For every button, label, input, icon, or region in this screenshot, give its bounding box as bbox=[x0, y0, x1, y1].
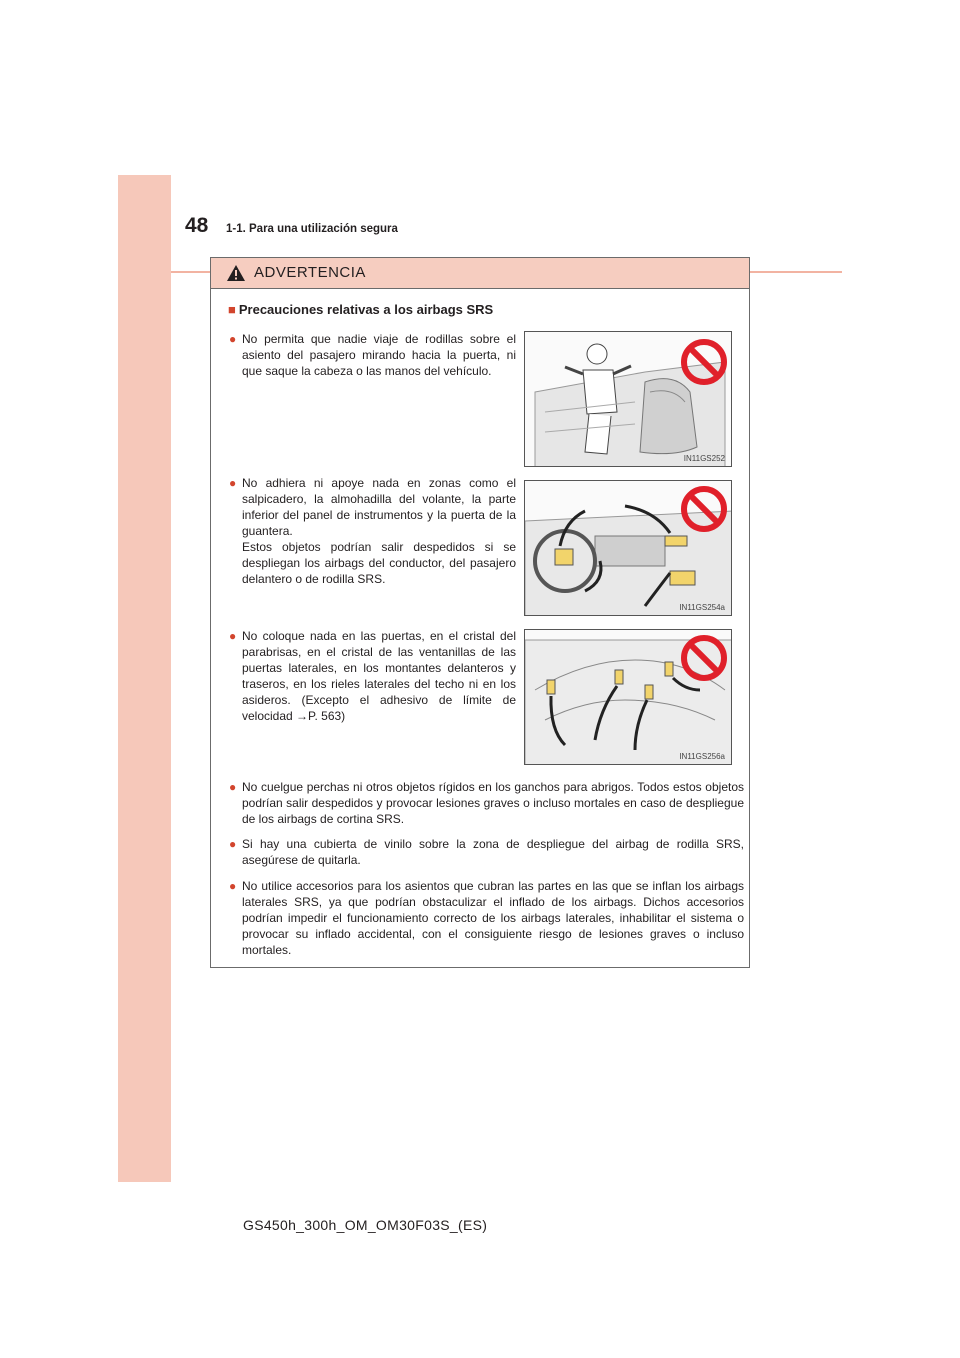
bullet-dot-icon: ● bbox=[229, 476, 237, 490]
warning-header bbox=[211, 258, 749, 289]
side-tab-strip bbox=[118, 175, 171, 1182]
illustration-code: IN11GS254a bbox=[679, 603, 725, 612]
section-title: 1-1. Para una utilización segura bbox=[226, 223, 398, 235]
prohibition-icon bbox=[680, 634, 728, 682]
bullet-item: ● No permita que nadie viaje de rodillas sobre el asiento del pasajero mirando hacia la puerta, ni que saque la cabeza o las manos del vehículo. bbox=[229, 332, 516, 378]
prohibition-icon bbox=[680, 485, 728, 533]
illustration-dashboard bbox=[524, 480, 732, 616]
bullet-dot-icon: ● bbox=[229, 780, 237, 794]
bullet-item: ● Si hay una cubierta de vinilo sobre la zona de despliegue del airbag de rodilla SRS, asegúrese de quitarla. bbox=[229, 837, 744, 867]
bullet-dot-icon: ● bbox=[229, 879, 237, 893]
warning-title: ADVERTENCIA bbox=[254, 264, 366, 281]
bullet-dot-icon: ● bbox=[229, 629, 237, 643]
illustration-code: IN11GS256a bbox=[679, 752, 725, 761]
bullet-item: ● No coloque nada en las puertas, en el cristal del parabrisas, en el cristal de las ventanillas de las puertas laterales, en los montantes delanteros y traseros, en los rieles laterales del techo ni en los asideros. (Excepto el adhesivo de límite de velocidad →P. 563) bbox=[229, 629, 516, 723]
footer-document-id: GS450h_300h_OM_OM30F03S_(ES) bbox=[243, 1217, 488, 1233]
illustration-cabin-interior bbox=[524, 629, 732, 765]
page-number: 48 bbox=[185, 214, 209, 237]
subheading: ■ Precauciones relativas a los airbags SRS bbox=[228, 302, 494, 317]
bullet-dot-icon: ● bbox=[229, 332, 237, 346]
bullet-item: ● No utilice accesorios para los asientos que cubran las partes en las que se inflan los airbags laterales SRS, ya que podrían obstaculizar el inflado de los airbags. Dichos accesorios podrían impedir el funcionamiento correcto de los airbags laterales, inhabilitar el sistema o provocar su inflado accidental, con el consiguiente riesgo de lesiones graves o incluso mortales. bbox=[229, 879, 744, 957]
bullet-item: ● No cuelgue perchas ni otros objetos rígidos en los ganchos para abrigos. Todos estos objetos podrían salir despedidos y provocar lesiones graves o incluso mortales en caso de despliegue de los airbags de cortina SRS. bbox=[229, 780, 744, 826]
bullet-dot-icon: ● bbox=[229, 837, 237, 851]
prohibition-icon bbox=[680, 338, 728, 386]
warning-box bbox=[210, 257, 750, 968]
bullet-item: ● No adhiera ni apoye nada en zonas como el salpicadero, la almohadilla del volante, la parte inferior del panel de instrumentos y la puerta de la guantera. Estos objetos podrían salir despedidos si se despliegan los airbags del conductor, del pasajero delantero o de rodilla SRS. bbox=[229, 476, 516, 586]
square-bullet-icon: ■ bbox=[228, 302, 236, 317]
illustration-kneeling-passenger bbox=[524, 331, 732, 467]
illustration-code: IN11GS252 bbox=[683, 454, 725, 463]
warning-triangle-icon bbox=[226, 264, 246, 282]
